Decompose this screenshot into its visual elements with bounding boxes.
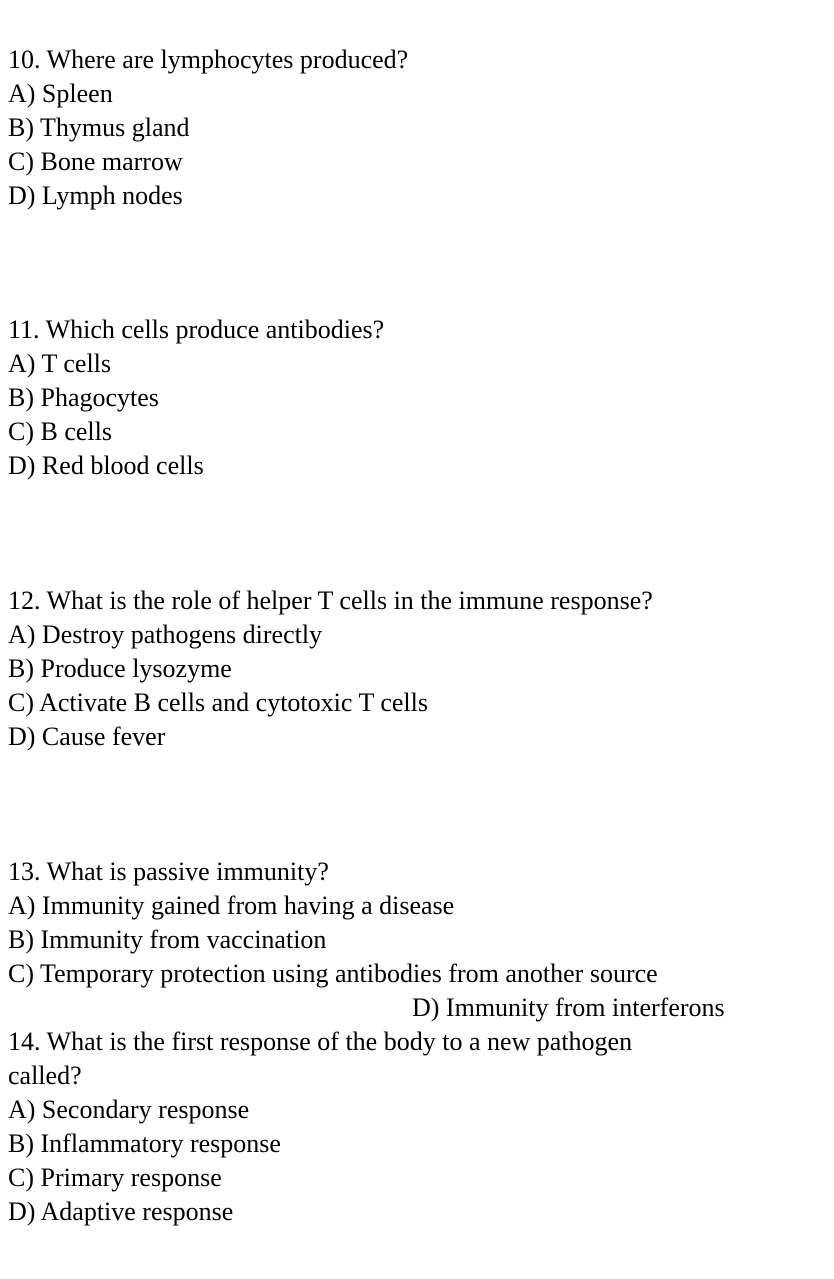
question-10-option-c: C) Bone marrow	[8, 147, 183, 176]
question-12-option-a: A) Destroy pathogens directly	[8, 620, 323, 649]
question-13-option-b: B) Immunity from vaccination	[8, 925, 327, 954]
question-11-option-a: A) T cells	[8, 349, 112, 378]
question-14-option-a: A) Secondary response	[8, 1095, 250, 1124]
question-14-text-line1: 14. What is the first response of the body to a new pathogen	[8, 1027, 633, 1056]
question-11-option-b: B) Phagocytes	[8, 383, 159, 412]
question-10-option-b: B) Thymus gland	[8, 113, 190, 142]
question-14-option-d: D) Adaptive response	[8, 1197, 234, 1226]
question-13-option-d: D) Immunity from interferons	[412, 993, 725, 1022]
question-11-option-d: D) Red blood cells	[8, 451, 204, 480]
question-13-option-a: A) Immunity gained from having a disease	[8, 891, 455, 920]
question-14-option-c: C) Primary response	[8, 1163, 222, 1192]
question-13-option-c: C) Temporary protection using antibodies from another source	[8, 959, 658, 988]
question-11-option-c: C) B cells	[8, 417, 112, 446]
question-12-option-d: D) Cause fever	[8, 722, 166, 751]
question-12-option-b: B) Produce lysozyme	[8, 654, 232, 683]
question-12-text: 12. What is the role of helper T cells in the immune response?	[8, 586, 653, 615]
question-14-option-b: B) Inflammatory response	[8, 1129, 281, 1158]
question-12-option-c: C) Activate B cells and cytotoxic T cells	[8, 688, 428, 717]
question-11-text: 11. Which cells produce antibodies?	[8, 315, 385, 344]
question-13-text: 13. What is passive immunity?	[8, 857, 329, 886]
question-10-option-d: D) Lymph nodes	[8, 181, 183, 210]
question-14-text-line2: called?	[8, 1061, 82, 1090]
question-10-option-a: A) Spleen	[8, 79, 113, 108]
question-10-text: 10. Where are lymphocytes produced?	[8, 45, 409, 74]
